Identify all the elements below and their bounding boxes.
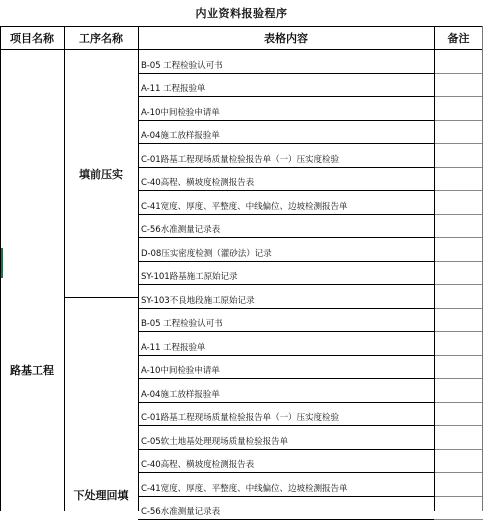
form-row-cell[interactable]: C-41宽度、厚度、平整度、中线偏位、边坡检测报告单 xyxy=(138,473,434,497)
remark-cell[interactable] xyxy=(434,215,483,239)
form-row-cell[interactable]: C-41宽度、厚度、平整度、中线偏位、边坡检测报告单 xyxy=(138,191,434,215)
remark-cell[interactable] xyxy=(434,379,483,403)
remark-cell[interactable] xyxy=(434,473,483,497)
header-project-name[interactable]: 项目名称 xyxy=(0,26,64,50)
form-row-cell[interactable]: A-10中间检验申请单 xyxy=(138,97,434,121)
grid-line xyxy=(434,26,435,511)
remark-cell[interactable] xyxy=(434,168,483,192)
remark-cell[interactable] xyxy=(434,144,483,168)
header-process-name[interactable]: 工序名称 xyxy=(64,26,138,50)
remark-cell[interactable] xyxy=(434,97,483,121)
form-row-cell[interactable]: C-05软土地基处理现场质量检验报告单 xyxy=(138,426,434,450)
form-row-cell[interactable]: C-56水准测量记录表 xyxy=(138,215,434,239)
form-row-cell[interactable]: C-40高程、横坡度检测报告表 xyxy=(138,450,434,474)
form-row-cell[interactable]: SY-103不良地段施工原始记录 xyxy=(138,285,434,309)
remark-cell[interactable] xyxy=(434,74,483,98)
form-row-cell[interactable]: A-11 工程报验单 xyxy=(138,332,434,356)
form-row-cell[interactable]: C-01路基工程现场质量检验报告单（一）压实度检验 xyxy=(138,144,434,168)
form-row-cell[interactable]: SY-101路基施工原始记录 xyxy=(138,262,434,286)
form-row-cell[interactable]: C-40高程、横坡度检测报告表 xyxy=(138,168,434,192)
remark-cell[interactable] xyxy=(434,403,483,427)
remark-cell[interactable] xyxy=(434,356,483,380)
form-row-cell[interactable]: C-56水准测量记录表 xyxy=(138,497,434,520)
remark-cell[interactable] xyxy=(434,50,483,74)
remark-cell[interactable] xyxy=(434,238,483,262)
remark-cell[interactable] xyxy=(434,191,483,215)
form-row-cell[interactable]: C-01路基工程现场质量检验报告单（一）压实度检验 xyxy=(138,403,434,427)
remark-cell[interactable] xyxy=(434,450,483,474)
grid-line xyxy=(64,26,65,511)
header-form-content[interactable]: 表格内容 xyxy=(138,26,434,50)
remark-cell[interactable] xyxy=(434,262,483,286)
remark-cell[interactable] xyxy=(434,426,483,450)
form-row-cell[interactable]: A-10中间检验申请单 xyxy=(138,356,434,380)
form-row-cell[interactable]: B-05 工程检验认可书 xyxy=(138,50,434,74)
remark-cell[interactable] xyxy=(434,285,483,309)
project-name-cell[interactable]: 路基工程 xyxy=(0,50,64,511)
remark-cell[interactable] xyxy=(434,332,483,356)
sheet-title[interactable]: 内业资料报验程序 xyxy=(0,0,483,26)
remark-cell[interactable] xyxy=(434,121,483,145)
remark-cell[interactable] xyxy=(434,497,483,520)
process-cell-fill-compaction[interactable]: 填前压实 xyxy=(64,50,138,298)
form-row-cell[interactable]: A-04施工放样报验单 xyxy=(138,121,434,145)
form-row-cell[interactable]: A-11 工程报验单 xyxy=(138,74,434,98)
form-row-cell[interactable]: A-04施工放样报验单 xyxy=(138,379,434,403)
form-row-cell[interactable]: D-08压实密度检测（灌砂法）记录 xyxy=(138,238,434,262)
grid-line xyxy=(0,26,1,511)
form-row-cell[interactable]: B-05 工程检验认可书 xyxy=(138,309,434,333)
grid-line xyxy=(138,26,139,511)
header-remark[interactable]: 备注 xyxy=(434,26,483,50)
remark-cell[interactable] xyxy=(434,309,483,333)
process-cell-backfill[interactable]: 下处理回填 xyxy=(64,298,138,511)
